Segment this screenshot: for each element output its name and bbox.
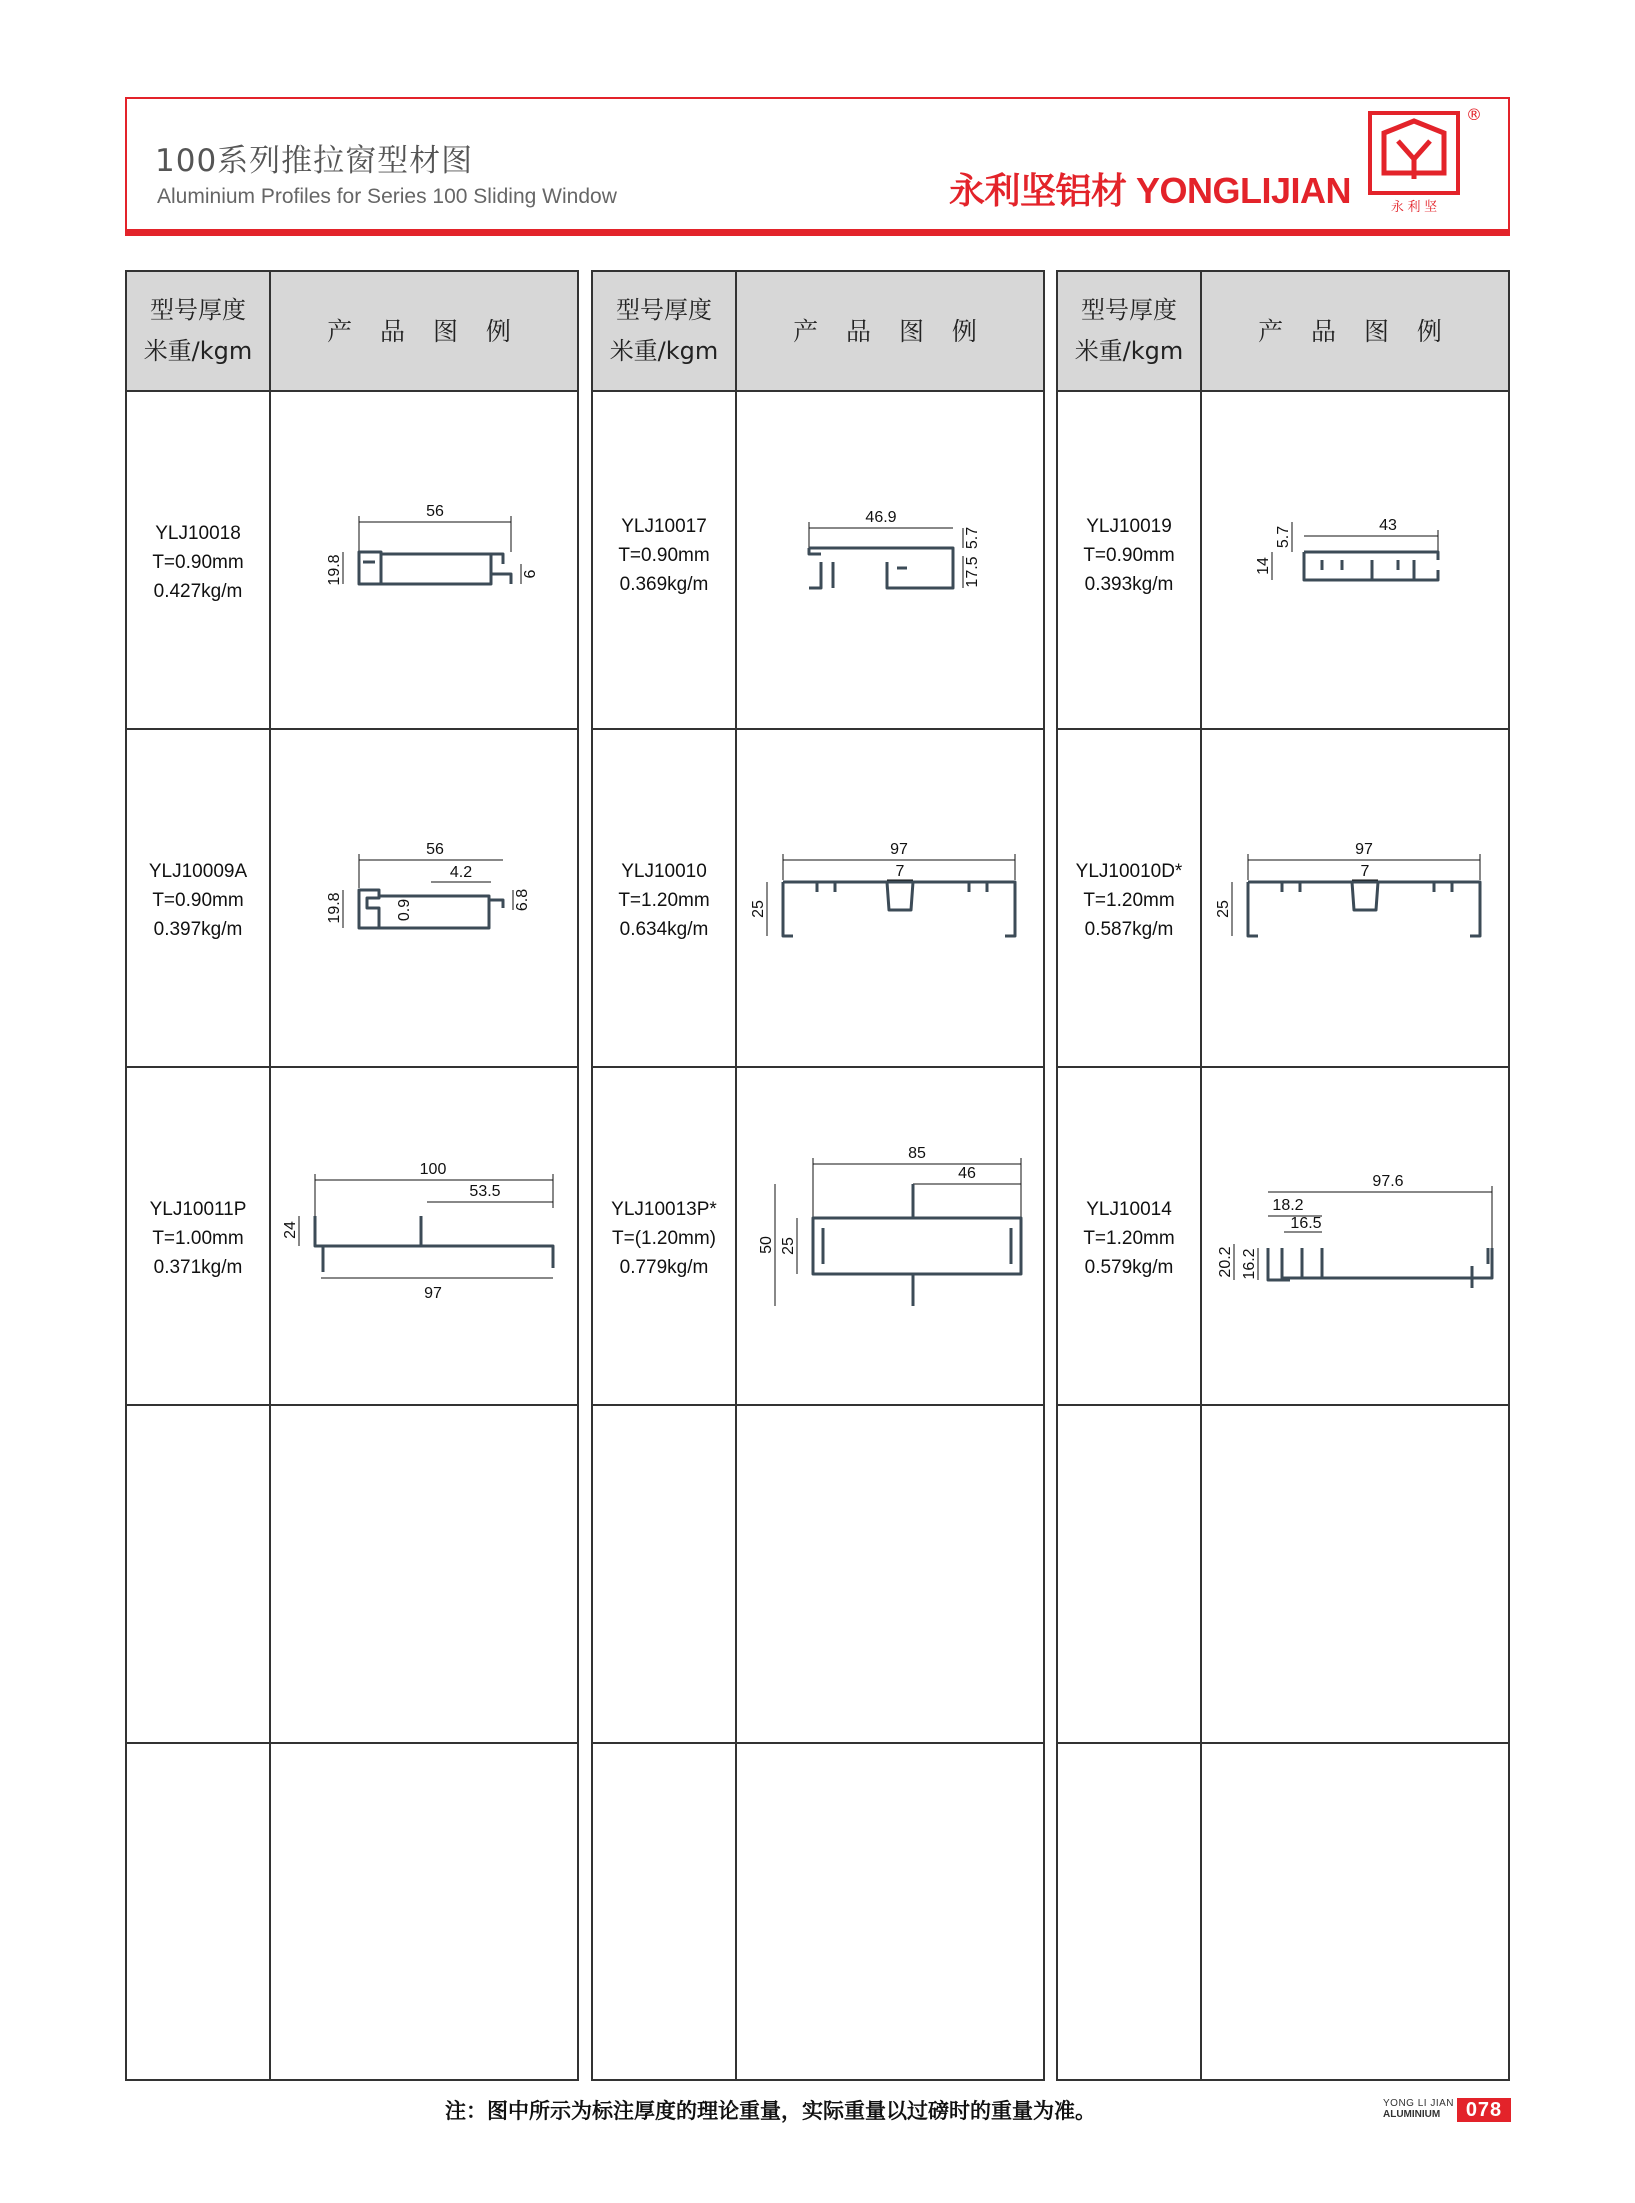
profile-thickness: T=(1.20mm) — [612, 1228, 716, 1249]
drawing-column-header: 产 品 图 例 — [1258, 317, 1452, 346]
profile-code: YLJ10018 — [155, 523, 241, 544]
table-row — [1058, 392, 1508, 730]
profile-thickness: T=0.90mm — [152, 890, 244, 911]
profile-weight: 0.371kg/m — [153, 1257, 243, 1278]
profile-weight: 0.427kg/m — [153, 581, 243, 602]
dimension-label: 50 — [758, 1236, 775, 1254]
drawing-column-header: 产 品 图 例 — [793, 317, 987, 346]
footer-note: 注：图中所示为标注厚度的理论重量，实际重量以过磅时的重量为准。 — [445, 2099, 1096, 2123]
dimension-label: 85 — [908, 1145, 926, 1162]
table-row — [593, 730, 1043, 1068]
profile-thickness: T=1.20mm — [1083, 890, 1175, 911]
profile-code: YLJ10010D* — [1075, 861, 1183, 882]
dimension-label: 5.7 — [1275, 525, 1292, 549]
dimension-label: 19.8 — [326, 892, 343, 924]
spec-cell — [1058, 512, 1200, 599]
spec-column-header — [1058, 290, 1200, 372]
spec-cell — [593, 1195, 735, 1282]
dimension-label: 25 — [1215, 900, 1232, 918]
spec-header-line2: 米重/kgm — [1074, 337, 1184, 365]
page-number: 078 — [1457, 2098, 1511, 2122]
profile-thickness: T=0.90mm — [1083, 545, 1175, 566]
profile-drawing — [1202, 1068, 1508, 1404]
dimension-label: 46 — [958, 1165, 976, 1182]
table-row — [127, 1068, 577, 1406]
dimension-label: 17.5 — [964, 556, 981, 588]
spec-header-line1: 型号厚度 — [150, 296, 246, 324]
page-subtitle: Aluminium Profiles for Series 100 Sliding Window — [157, 185, 617, 208]
profile-code: YLJ10009A — [148, 861, 248, 882]
table-row — [1058, 730, 1508, 1068]
footer-brand-line2: ALUMINIUM — [1383, 2109, 1441, 2120]
profile-drawing — [271, 392, 577, 728]
registered-mark: ® — [1466, 105, 1482, 124]
dimension-label: 25 — [750, 900, 767, 918]
dimension-label: 20.2 — [1217, 1246, 1234, 1278]
dimension-label: 7 — [1360, 863, 1370, 880]
spec-cell — [1058, 1195, 1200, 1282]
dimension-label: 6.8 — [514, 888, 531, 912]
profile-thickness: T=1.00mm — [152, 1228, 244, 1249]
profile-code: YLJ10013P* — [611, 1199, 717, 1220]
profile-drawing — [271, 730, 577, 1066]
table-row — [127, 392, 577, 730]
spec-cell — [127, 857, 269, 944]
spec-cell — [1058, 857, 1200, 944]
header-underline — [125, 229, 1510, 236]
profile-weight: 0.579kg/m — [1084, 1257, 1174, 1278]
profile-drawing — [737, 730, 1043, 1066]
profile-drawing — [1202, 392, 1508, 728]
profile-weight: 0.634kg/m — [619, 919, 709, 940]
table-row — [127, 1744, 577, 2082]
profile-code: YLJ10019 — [1086, 516, 1172, 537]
spec-header-line2: 米重/kgm — [609, 337, 719, 365]
spec-header-line1: 型号厚度 — [1081, 296, 1177, 324]
spec-cell — [127, 1195, 269, 1282]
profile-code: YLJ10017 — [621, 516, 707, 537]
profile-drawing — [737, 1068, 1043, 1404]
profile-weight: 0.779kg/m — [619, 1257, 709, 1278]
dimension-label: 24 — [282, 1221, 299, 1239]
dimension-label: 56 — [426, 503, 444, 520]
profile-weight: 0.397kg/m — [153, 919, 243, 940]
page-title: 100系列推拉窗型材图 — [155, 143, 474, 179]
drawing-column-header: 产 品 图 例 — [327, 317, 521, 346]
profile-code: YLJ10010 — [621, 861, 707, 882]
dimension-label: 16.2 — [1241, 1248, 1258, 1280]
table-header — [1058, 272, 1508, 392]
dimension-label: 0.9 — [396, 898, 413, 922]
spec-cell — [127, 519, 269, 606]
dimension-label: 4.2 — [449, 864, 473, 881]
profile-table-1 — [125, 270, 579, 2081]
spec-cell — [593, 512, 735, 599]
brand-name: 永利坚铝材 YONGLIJIAN — [948, 170, 1351, 211]
table-row — [593, 1406, 1043, 1744]
dimension-label: 18.2 — [1272, 1197, 1304, 1214]
dimension-label: 97.6 — [1372, 1173, 1404, 1190]
dimension-label: 100 — [419, 1161, 447, 1178]
profile-table-3 — [1056, 270, 1510, 2081]
table-row — [1058, 1068, 1508, 1406]
page-header — [125, 97, 1510, 231]
profile-weight: 0.369kg/m — [619, 574, 709, 595]
profile-drawing — [737, 392, 1043, 728]
spec-header-line2: 米重/kgm — [143, 337, 253, 365]
dimension-label: 14 — [1255, 557, 1272, 575]
dimension-label: 97 — [424, 1285, 442, 1302]
footer-brand-line1: YONG LI JIAN — [1383, 2098, 1455, 2109]
profile-table-2 — [591, 270, 1045, 2081]
spec-column-header — [593, 290, 735, 372]
profile-weight: 0.587kg/m — [1084, 919, 1174, 940]
dimension-label: 43 — [1379, 517, 1397, 534]
dimension-label: 16.5 — [1290, 1215, 1322, 1232]
profile-thickness: T=0.90mm — [618, 545, 710, 566]
dimension-label: 5.7 — [964, 526, 981, 550]
dimension-label: 25 — [780, 1237, 797, 1255]
table-row — [127, 730, 577, 1068]
spec-header-line1: 型号厚度 — [616, 296, 712, 324]
table-row — [127, 1406, 577, 1744]
spec-cell — [593, 857, 735, 944]
dimension-label: 46.9 — [865, 509, 897, 526]
footer-brand — [1383, 2098, 1454, 2120]
profile-thickness: T=0.90mm — [152, 552, 244, 573]
table-row — [593, 392, 1043, 730]
profile-drawing — [1202, 730, 1508, 1066]
dimension-label: 97 — [1355, 841, 1373, 858]
brand-logo-icon — [1368, 111, 1460, 217]
dimension-label: 53.5 — [469, 1183, 501, 1200]
table-row — [1058, 1406, 1508, 1744]
profile-drawing — [271, 1068, 577, 1404]
spec-column-header — [127, 290, 269, 372]
profile-thickness: T=1.20mm — [618, 890, 710, 911]
table-header — [127, 272, 577, 392]
table-row — [1058, 1744, 1508, 2082]
profile-weight: 0.393kg/m — [1084, 574, 1174, 595]
table-row — [593, 1744, 1043, 2082]
dimension-label: 56 — [426, 841, 444, 858]
profile-code: YLJ10011P — [149, 1199, 247, 1220]
profile-code: YLJ10014 — [1086, 1199, 1172, 1220]
dimension-label: 6 — [522, 569, 539, 579]
table-row — [593, 1068, 1043, 1406]
dimension-label: 7 — [895, 863, 905, 880]
dimension-label: 97 — [890, 841, 908, 858]
dimension-label: 19.8 — [326, 554, 343, 586]
table-header — [593, 272, 1043, 392]
logo-text: 永 利 坚 — [1390, 199, 1438, 214]
profile-thickness: T=1.20mm — [1083, 1228, 1175, 1249]
